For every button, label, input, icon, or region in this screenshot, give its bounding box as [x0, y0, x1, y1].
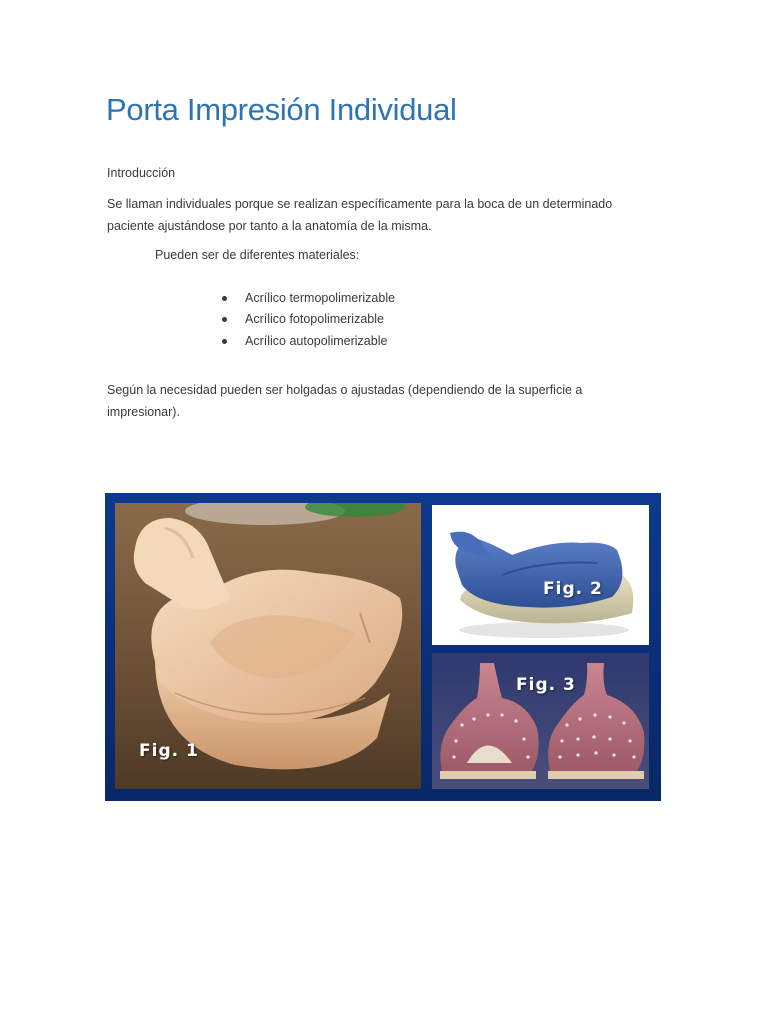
list-item	[218, 288, 395, 309]
intro-paragraph-line-1: Se llaman individuales porque se realizan específicamente para la boca de un determinado	[107, 197, 613, 211]
list-item	[218, 309, 395, 330]
list-item-label: Acrílico fotopolimerizable	[245, 312, 384, 327]
fig3-photo	[432, 653, 649, 789]
conclusion-paragraph	[107, 380, 677, 423]
materials-list	[218, 288, 395, 352]
conclusion-paragraph-line-1: Según la necesidad pueden ser holgadas o ajustadas (dependiendo de la superficie a	[107, 383, 583, 397]
bullet-icon	[222, 339, 227, 344]
section-heading-introduccion: Introducción	[107, 166, 176, 180]
conclusion-paragraph-line-2: impresionar).	[107, 404, 180, 419]
materials-intro: Pueden ser de diferentes materiales:	[155, 248, 360, 262]
fig3-trays-illustration	[432, 653, 649, 789]
fig2-label: Fig. 2	[543, 579, 603, 599]
fig3-label: Fig. 3	[516, 675, 576, 695]
bullet-icon	[222, 296, 227, 301]
fig1-label: Fig. 1	[139, 741, 199, 761]
figure-panel	[105, 493, 661, 801]
fig2-photo	[432, 505, 649, 645]
fig2-tray-illustration	[432, 505, 649, 645]
list-item	[218, 331, 395, 352]
bullet-icon	[222, 317, 227, 322]
intro-paragraph	[107, 194, 677, 237]
list-item-label: Acrílico autopolimerizable	[245, 333, 388, 348]
page-title: Porta Impresión Individual	[106, 92, 457, 127]
list-item-label: Acrílico termopolimerizable	[245, 291, 396, 305]
intro-paragraph-line-2: paciente ajustándose por tanto a la anatomía de la misma.	[107, 218, 432, 233]
